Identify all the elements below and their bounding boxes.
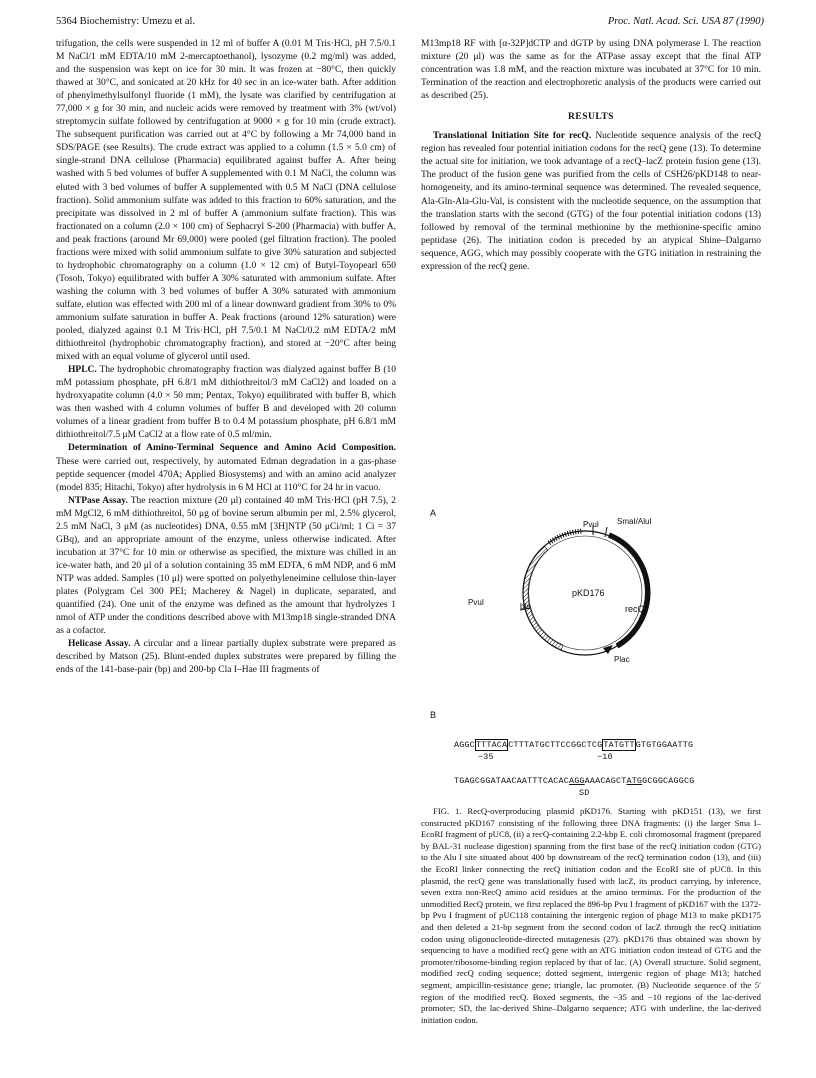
results-heading: RESULTS [568, 112, 614, 123]
helicase-continued-paragraph: M13mp18 RF with [α-32P]dCTP and dGTP by using DNA polymerase I. The reaction mixture (20 μl) was the same as for the ATPase assay except that the final ATP concentration was 1.8 mM, and the reaction mixture was incubated at 37°C for 10 min. Termination of the reaction and electrophoretic analysis of the products were carried out as described (25). [421, 39, 761, 102]
helicase-heading: Helicase Assay. [68, 639, 131, 650]
minus10-box: TATGTT [603, 740, 635, 750]
page-header-left: 5364 Biochemistry: Umezu et al. [56, 16, 196, 27]
minus35-label: −35 [478, 752, 494, 762]
figure-caption [421, 806, 761, 1026]
helicase-text: A circular and a linear partially duplex substrate were prepared as described by Matson (25). Blunt-ended duplex substrates were prepared by filling the ends of the 141-base-pair (bp) and 200-bp Cla I–Hae III fragments of [56, 639, 396, 676]
sequence-line-2 [454, 776, 694, 786]
sd-label: SD [579, 788, 590, 798]
seq-1c: GTGTGGAATTG [635, 740, 694, 750]
figure-caption-text: FIG. 1. RecQ-overproducing plasmid pKD176. Starting with pKD151 (13), we first constructed pKD167 consisting of the following three DNA fragments: (i) the larger Sma I–EcoRI fragment of pUC8, (ii) a recQ-containing 2.2-kbp E. coli chromosomal fragment (prepared by BAL-31 nuclease digestion) spanning from the first base of the recQ initiation codon (GTG) to the Alu I site situated about 400 bp downstream of the recQ termination codon (13), and (iii) the EcoRI linker connecting the recQ initiation codon and the EcoRI site of pUC8. In this plasmid, the recQ gene was translationally fused with lacZ, its product carrying, by inference, seven extra non-RecQ amino acid residues at the amino terminus. For the production of the unmodified RecQ protein, we first replaced the 896-bp Pvu I fragment of pKD167 with the 1372-bp Pvu I fragment of pUC118 containing the intergenic region of phage M13 to make pKD175 and then deleted a 21-bp segment from the second codon of lacZ through the recQ initiation codon using oligonucleotide-directed mutagenesis (27). pKD176 thus obtained was shown by sequencing to have a modified recQ gene with an ATG initiation codon instead of GTG and the promoter/ribosome-binding region replaced by that of lac. (A) Overall structure. Solid segment, modified recQ coding sequence; dotted segment, intergenic region of phage M13; hatched segment, ampicillin-resistance gene; triangle, lac promoter. (B) Nucleotide sequence of the 5′ region of the modified recQ. Boxed segments, the −35 and −10 regions of the lac-derived promoter; SD, the lac-derived Shine–Dalgarno sequence; ATG with underline, the lac-derived initiation codon. [421, 806, 761, 1025]
ntpase-text: The reaction mixture (20 μl) contained 40 mM Tris·HCl (pH 7.5), 2 mM MgCl2, 6 mM dithiothreitol, 50 μg of bovine serum albumin per ml, 2.5% glycerol, 2.5 mM NaCl, 3 μM (as nucleotides) DNA, 0.55 mM [3H]NTP (50 μCi/ml; 1 Ci = 37 GBq), and an appropriate amount of the enzyme, unless otherwise indicated. After incubation at 37°C for 10 min or otherwise as specified, the mixture was chilled in an ice-water bath, and 20 μl of a solution containing 35 mM EDTA, 6 mM NDP, and 6 mM NTP was added. Samples (10 μl) were spotted on polyethyleneimine cellulose thin-layer plates (Polygram Cel 300 PEI; Macherey & Nagel) in duplicate, separated, and quantified (24). One unit of the enzyme was defined as the amount that hydrolyzes 1 nmol of ATP under the conditions described above with M13mp18 single-stranded DNA as a cofactor. [56, 495, 396, 637]
page-header-right: Proc. Natl. Acad. Sci. USA 87 (1990) [607, 16, 764, 27]
label-bla: bla [520, 602, 531, 611]
helicase-paragraph [56, 638, 396, 677]
bla-segment [523, 546, 563, 650]
edman-text: These were carried out, respectively, by automated Edman degradation in a gas-phase peptide sequencer (model 470A; Applied Biosystems) and with an amino acid analyzer (model 835; Hitachi, Tokyo) after hydrolysis in 6 M HCl at 110°C for 24 hr in vacuo. [56, 456, 396, 493]
panel-b-label: B [430, 710, 437, 720]
methods-purification-paragraph: trifugation, the cells were suspended in 12 ml of buffer A (0.01 M Tris·HCl, pH 7.5/0.1 M NaCl/1 mM EDTA/10 mM 2-mercaptoethanol), lysozyme (0.2 mg/ml) was added, and the suspension was kept on ice for 30 min. It was frozen at −80°C, then quickly thawed at 30°C, and sonicated at 20 kHz for 40 sec in an ice-water bath. After addition of phenylmethylsulfonyl fluoride (1 mM), the lysate was clarified by centrifugation at 77,000 × g for 30 min, and nucleic acids were removed by treatment with 3% (wt/vol) streptomycin sulfate followed by centrifugation at 9000 × g for 10 min (crude extract). The subsequent purification was carried out at 4°C by following a Mr 74,000 band in SDS/PAGE (see Results). The crude extract was applied to a column (1.5 × 5.0 cm) of single-strand DNA cellulose (Pharmacia) equilibrated against buffer A. After being washed with 5 bed volumes of buffer A supplemented with 0.1 M NaCl, the column was eluted with 3 bed volumes of buffer A supplemented with 0.5 M NaCl (DNA cellulose fraction). Solid ammonium sulfate was added to this fraction to 60% saturation, and the precipitate was dissolved in 2 ml of buffer A (ammonium sulfate fraction). This was fractionated on a column (2.0 × 100 cm) of Sephacryl S-200 (Pharmacia) with buffer A, and peak fractions (around Mr 69,000) were pooled (gel filtration fraction). The pooled fractions were mixed with solid ammonium sulfate to give 30% saturation and subjected to hydrophobic chromatography on a column (1.0 × 12 cm) of Butyl-Toyopearl 650 (Tosoh, Tokyo) equilibrated with buffer A 30% saturated with ammonium sulfate. After washing the column with 3 bed volumes of buffer A 30% saturated with ammonium sulfate, elution was effected with 200 ml of a linear downward gradient from 30% to 0% ammonium sulfate saturation in buffer A. Peak fractions (around 12% saturation) were pooled, dialyzed against 0.1 M Tris·HCl, pH 7.5/0.1 M NaCl/0.2 mM EDTA/2 mM dithiothreitol (hydrophobic chromatography fraction), and stored at −20°C after being mixed with an equal volume of glycerol until used. [56, 39, 396, 363]
atg-codon: ATG [626, 776, 643, 786]
left-column [56, 38, 396, 677]
right-column [421, 38, 761, 274]
sequence-line-1 [454, 740, 693, 750]
label-pvu1-left: PvuI [468, 598, 485, 607]
sd-sequence: AGG [568, 776, 585, 786]
initiation-site-heading: Translational Initiation Site for recQ. [433, 131, 592, 142]
panel-a-label: A [430, 508, 437, 518]
initiation-site-paragraph [421, 130, 761, 274]
seq-1b: CTTTATGCTTCCGGCTCG [508, 740, 603, 750]
minus35-box: TTTACA [475, 740, 508, 750]
hplc-text: The hydrophobic chromatography fraction was dialyzed against buffer B (10 mM potassium phosphate, pH 6.8/1 mM dithiothreitol/3 mM CaCl2) and loaded on a hydroxyapatite column (4.0 × 50 mm; Pentax, Tokyo) equilibrated with buffer B, which was then washed with 4 column volumes of buffer B and developed with 20 column volumes of a linear gradient from buffer B to 0.4 M potassium phosphate, pH 6.8/1 mM dithiothreitol/7.5 μM CaCl2 at a flow rate of 0.5 ml/min. [56, 365, 396, 441]
edman-paragraph [56, 442, 396, 494]
label-smal-alul: SmaI/AluI [617, 517, 652, 526]
label-pvu1-top: PvuI [583, 520, 600, 529]
seq-1a: AGGC [454, 740, 475, 750]
edman-heading: Determination of Amino-Terminal Sequence and Amino Acid Composition. [68, 443, 396, 454]
label-plasmid-name: pKD176 [572, 588, 605, 598]
ntpase-heading: NTPase Assay. [68, 495, 128, 506]
initiation-site-text: Nucleotide sequence analysis of the recQ region has revealed four potential initiation codons for the recQ gene (13). To determine the actual site for initiation, we took advantage of a recQ–lacZ protein fusion gene (13). The product of the fusion gene was purified from the cells of CSH26/pKD148 to near-homogeneity, and its amino-terminal sequence was determined. The revealed sequence, Ala-Gln-Ala-Glu-Val, is consistent with the nucleotide sequence, on the assumption that the translation starts with the second (GTG) of the four potential initiation codons (13) followed by removal of the terminal methionine by the methionine-specific amino peptidase (26). The initiation codon is preceded by an atypical Shine–Dalgarno sequence, AGG, which may possibly cooperate with the GTG initiation in restraining the expression of the recQ gene. [421, 131, 761, 272]
m13-intergenic-segment [549, 531, 583, 543]
ntpase-paragraph [56, 495, 396, 639]
hplc-heading: HPLC. [68, 365, 97, 376]
seq-2c: GCGGCAGGCG [642, 776, 695, 786]
seq-2b: AAACAGCT [584, 776, 627, 786]
minus10-label: −10 [597, 752, 613, 762]
label-recq: recQ [625, 604, 645, 614]
label-plac: Plac [614, 655, 630, 664]
hplc-paragraph [56, 364, 396, 442]
seq-2a: TGAGCGGATAACAATTTCACAC [454, 776, 569, 786]
